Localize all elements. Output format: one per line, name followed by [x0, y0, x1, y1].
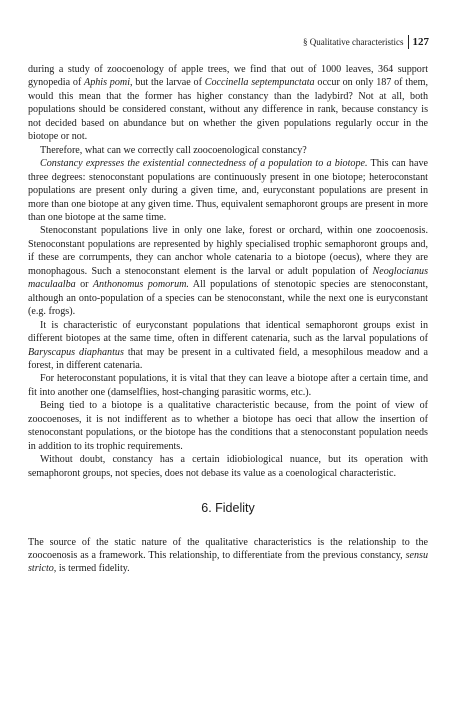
closing-paragraph — [28, 536, 428, 576]
text-run: This can have three degrees: stenoconstant populations are continuously present in one biotope; heteroconstant populations are present only during a given time, and, euryconstant populations are present in more than one biotope at any given time. Thus, equivalent semaphoront groups are present in more than one biotope at the same time. — [28, 158, 428, 223]
paragraph — [28, 144, 428, 157]
italic-text: Anthonomus pomorum. — [92, 279, 189, 291]
running-header — [303, 34, 429, 50]
text-run: It is characteristic of euryconstant populations that identical semaphoront groups exist in different biotopes at the same time, often in different catenaria, such as the larval populations of — [28, 319, 428, 345]
italic-text: Neoglocianus maculaalba — [28, 265, 428, 291]
paragraph-group — [28, 63, 428, 480]
italic-text: Constancy expresses the existential connectedness of a population to a biotope. — [40, 158, 368, 170]
paragraph — [28, 157, 428, 224]
text-run: All populations of stenotopic species are stenoconstant, although an onto-population of a species can be stenoconstant, while the next one is euryconstant (e.g. frogs). — [28, 279, 428, 318]
header-divider — [408, 35, 409, 49]
italic-text: Coccinella septempunctata — [204, 77, 315, 89]
text-run: The source of the static nature of the qualitative characteristics is the relationship to the zoocoenosis as a framework. This relationship, to differentiate from the previous constancy, — [28, 536, 428, 561]
text-run: or — [75, 279, 93, 291]
body-text — [28, 63, 428, 576]
paragraph — [28, 453, 428, 480]
text-run: that may be present in a cultivated field, a mesophilous meadow and a forest, in different catenaria. — [28, 346, 428, 371]
text-run: Being tied to a biotope is a qualitative characteristic because, from the point of view of zoocoenoses, it is not indifferent as to whether a biotope has oeci that allow the insertion of stenoconstant populations, or the biotope has the conditions that a stenoconstant population needs in addition to its trophic requirements. — [28, 400, 428, 452]
italic-text: Aphis pomi — [84, 77, 130, 89]
text-run: For heteroconstant populations, it is vital that they can leave a biotope after a certain time, and fit into another one (damselflies, host-changing parasitic worms, etc.). — [28, 373, 428, 398]
italic-text: sensu stricto, — [28, 549, 428, 575]
italic-text: Baryscapus diaphantus — [28, 346, 124, 358]
section-heading: 6. Fidelity — [201, 501, 255, 516]
paragraph — [28, 372, 428, 399]
text-run: Stenoconstant populations live in only one lake, forest or orchard, within one zoocoenosis. Stenoconstant populations are represented by highly specialised trophic semaphoront groups and, if these are corrumpents, they can anchor whole catenaria to a biotope (oecus), where they are monophagous. Such a stenoconstant element is the larval or adult population of — [28, 225, 428, 277]
text-run: occur on only 187 of them, would this mean that the former has higher constancy than the ladybird? Not at all, both populations should be considered constant, without any difference in rank, because constancy is not decided based on abundance but on whether the given populations regularly occur in the biotope or not. — [28, 77, 429, 143]
text-run: Without doubt, constancy has a certain idiobiological nuance, but its operation with semaphoront groups, not species, does not debase its value as a coenological characteristic. — [28, 454, 428, 479]
text-run: Therefore, what can we correctly call zoocoenological constancy? — [40, 144, 307, 156]
paragraph — [28, 224, 428, 318]
text-run: during a study of zoocoenology of apple trees, we find that out of 1000 leaves, 364 support gynopedia of — [28, 64, 428, 89]
paragraph — [28, 399, 428, 453]
text-run: is termed fidelity. — [56, 563, 130, 575]
text-run: , but the larvae of — [130, 77, 205, 89]
closing-paragraph-container — [28, 536, 428, 576]
running-head-section: § Qualitative characteristics — [303, 37, 404, 47]
page-number: 127 — [412, 36, 429, 48]
paragraph — [28, 319, 428, 373]
paragraph — [28, 63, 428, 144]
